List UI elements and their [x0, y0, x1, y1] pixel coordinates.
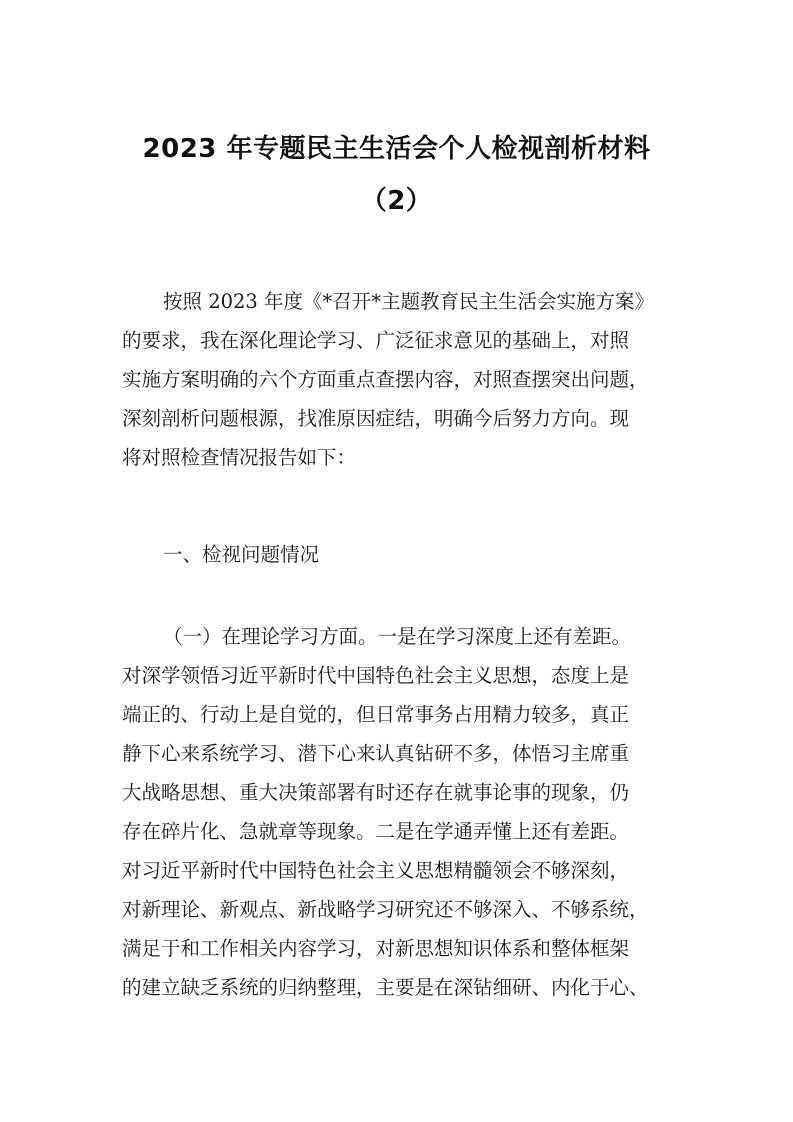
- intro-line: 深刻剖析问题根源，找准原因症结，明确今后努力方向。现: [122, 407, 630, 430]
- body-line: 对深学领悟习近平新时代中国特色社会主义思想，态度上是: [122, 664, 630, 687]
- intro-line: 按照 2023 年度《*召开*主题教育民主生活会实施方案》: [163, 290, 655, 313]
- body-line: 存在碎片化、急就章等现象。二是在学通弄懂上还有差距。: [122, 820, 630, 843]
- document-title: 2023 年专题民主生活会个人检视剖析材料: [142, 134, 651, 164]
- document-title-number: （2）: [360, 186, 433, 216]
- body-line: 端正的、行动上是自觉的，但日常事务占用精力较多，真正: [122, 703, 630, 726]
- intro-line: 的要求，我在深化理论学习、广泛征求意见的基础上，对照: [122, 329, 630, 352]
- body-line: 对新理论、新观点、新战略学习研究还不够深入、不够系统，: [122, 898, 649, 921]
- body-line: （一）在理论学习方面。一是在学习深度上还有差距。: [163, 625, 632, 648]
- body-line: 对习近平新时代中国特色社会主义思想精髓领会不够深刻，: [122, 859, 630, 882]
- body-line: 大战略思想、重大决策部署有时还存在就事论事的现象，仍: [122, 781, 630, 804]
- body-line: 静下心来系统学习、潜下心来认真钻研不多，体悟习主席重: [122, 742, 630, 765]
- body-line: 的建立缺乏系统的归纳整理，主要是在深钻细研、内化于心、: [122, 976, 649, 999]
- intro-line: 将对照检查情况报告如下：: [122, 446, 357, 469]
- intro-line: 实施方案明确的六个方面重点查摆内容，对照查摆突出问题，: [122, 368, 649, 391]
- section-heading: 一、检视问题情况: [163, 543, 320, 566]
- body-line: 满足于和工作相关内容学习，对新思想知识体系和整体框架: [122, 937, 630, 960]
